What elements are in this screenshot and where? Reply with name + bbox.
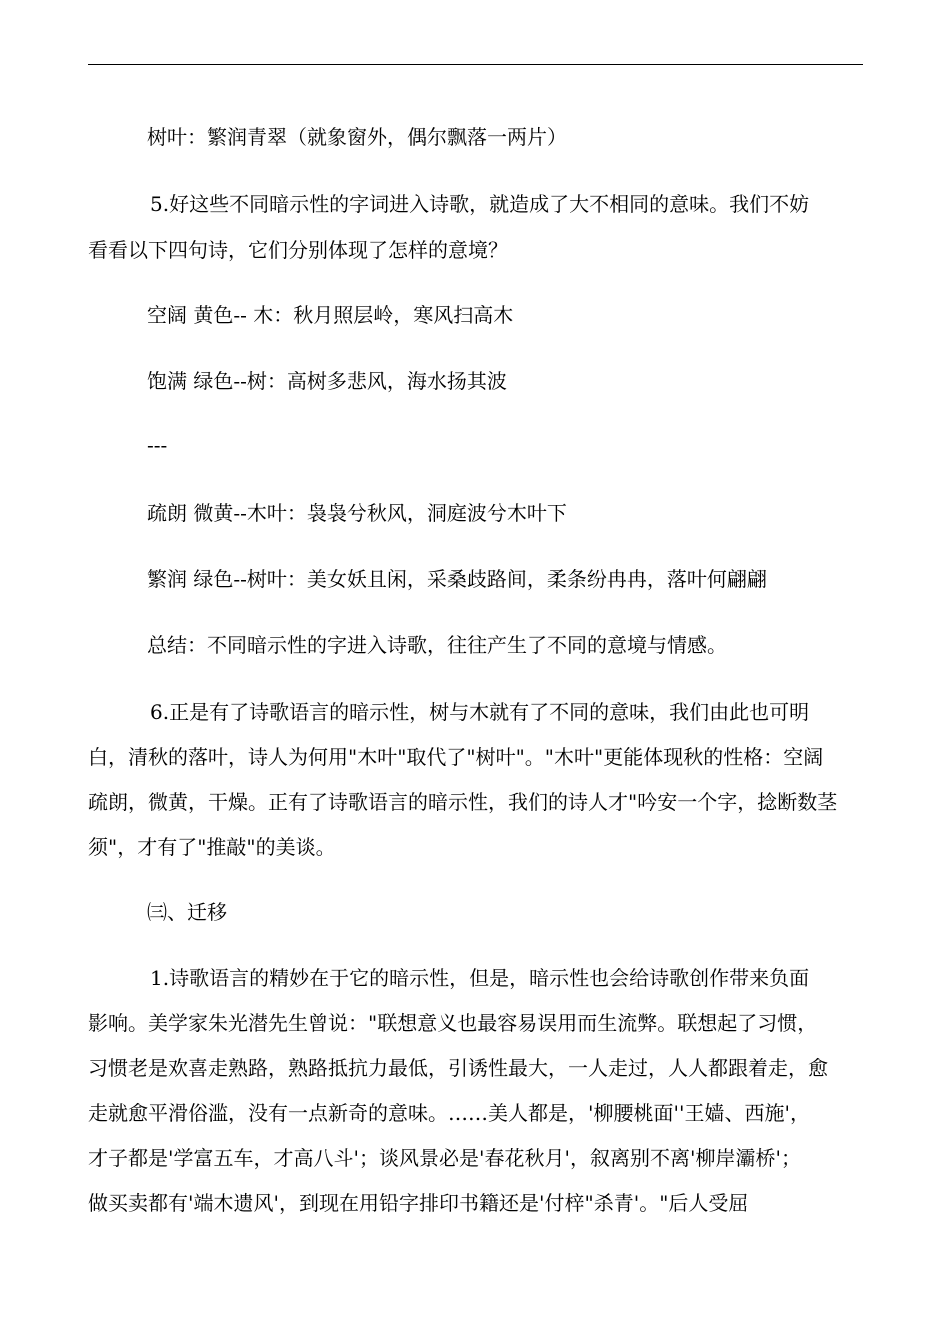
paragraph-line: 5.好这些不同暗示性的字词进入诗歌，就造成了大不相同的意味。我们不妨: [150, 192, 810, 216]
paragraph-line: 走就愈平滑俗滥，没有一点新奇的意味。……美人都是，'柳腰桃面''王嫱、西施'，: [88, 1101, 810, 1125]
paragraph-line: 看看以下四句诗，它们分别体现了怎样的意境？: [88, 238, 508, 262]
paragraph-line: 6.正是有了诗歌语言的暗示性，树与木就有了不同的意味，我们由此也可明: [150, 700, 810, 724]
paragraph-line: 1.诗歌语言的精妙在于它的暗示性，但是，暗示性也会给诗歌创作带来负面: [150, 966, 810, 990]
paragraph-line: 白，清秋的落叶，诗人为何用"木叶"取代了"树叶"。"木叶"更能体现秋的性格：空阔: [88, 745, 824, 769]
paragraph-line: 影响。美学家朱光潜先生曾说："联想意义也最容易误用而生流弊。联想起了习惯，: [88, 1011, 818, 1035]
header-rule: [88, 64, 863, 65]
separator-text: ---: [147, 433, 168, 457]
summary-line: 总结：不同暗示性的字进入诗歌，往往产生了不同的意境与情感。: [147, 633, 727, 657]
paragraph-line: 疏朗，微黄，干燥。正有了诗歌语言的暗示性，我们的诗人才"吟安一个字，捻断数茎: [88, 790, 838, 814]
poem-line: 疏朗 微黄--木叶：袅袅兮秋风，洞庭波兮木叶下: [147, 501, 567, 525]
paragraph-line: 树叶：繁润青翠（就象窗外，偶尔飘落一两片）: [147, 125, 567, 149]
paragraph-line: 才子都是'学富五车，才高八斗'；谈风景必是'春花秋月'，叙离别不离'柳岸灞桥'；: [88, 1146, 801, 1170]
paragraph-line: 须"，才有了"推敲"的美谈。: [88, 835, 336, 859]
paragraph-line: 习惯老是欢喜走熟路，熟路抵抗力最低，引诱性最大，一人走过，人人都跟着走，愈: [88, 1056, 828, 1080]
poem-line: 繁润 绿色--树叶：美女妖且闲，采桑歧路间，柔条纷冉冉，落叶何翩翩: [147, 567, 767, 591]
poem-line: 饱满 绿色--树：高树多悲风，海水扬其波: [147, 369, 507, 393]
paragraph-line: 做买卖都有'端木遗风'，到现在用铅字排印书籍还是'付梓"杀青'。"后人受屈: [88, 1191, 749, 1215]
section-heading: ㈢、迁移: [147, 900, 227, 924]
poem-line: 空阔 黄色-- 木：秋月照层岭，寒风扫高木: [147, 303, 514, 327]
